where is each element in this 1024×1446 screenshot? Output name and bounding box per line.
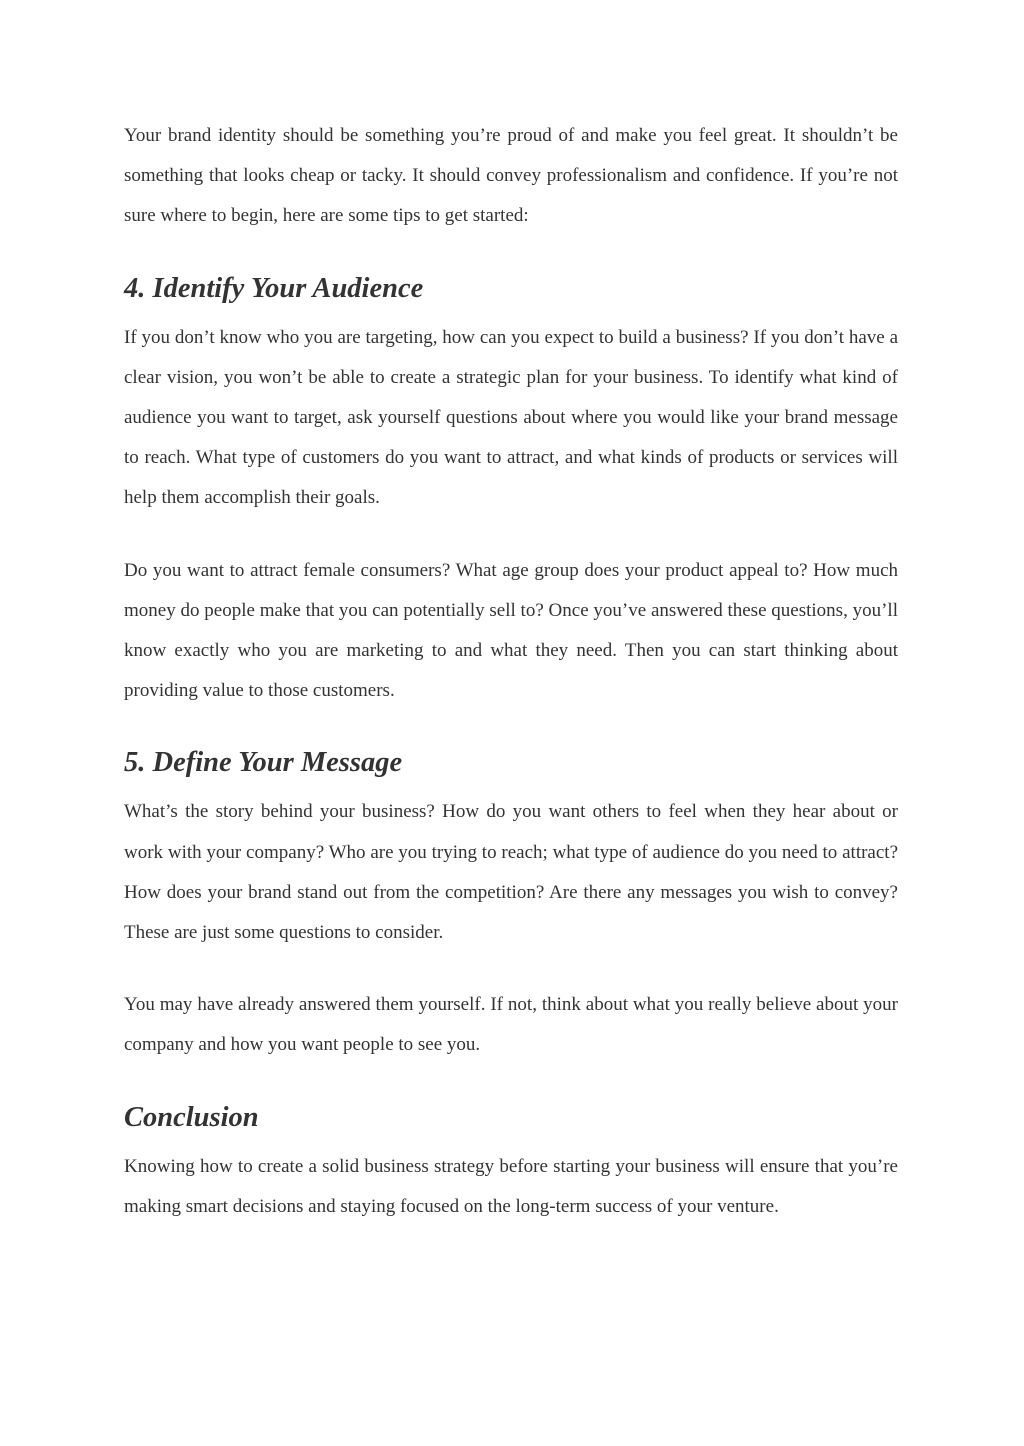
- spacer: [124, 519, 898, 551]
- section-heading-identify-audience: 4. Identify Your Audience: [124, 272, 424, 304]
- document-page: [124, 116, 898, 1227]
- spacer: [124, 711, 898, 743]
- intro-paragraph: Your brand identity should be something you’re proud of and make you feel great. It shouldn’t be something that looks cheap or tacky. It should convey professionalism and confidence. If you’re not sure where to begin, here are some tips to get started:: [124, 125, 898, 227]
- section-heading-define-message: 5. Define Your Message: [124, 747, 403, 779]
- audience-paragraph-2: Do you want to attract female consumers? What age group does your product appeal to? How much money do people make that you can potentially sell to? Once you’ve answered these questions, you’ll know exactly who you are marketing to and what they need. Then you can start thinking about providing value to those customers.: [124, 559, 898, 702]
- conclusion-paragraph: Knowing how to create a solid business strategy before starting your business will ensure that you’re making smart decisions and staying focused on the long-term success of your venture.: [124, 1155, 898, 1217]
- spacer: [124, 953, 898, 985]
- section-heading-conclusion: Conclusion: [124, 1101, 259, 1133]
- spacer: [124, 1066, 898, 1098]
- message-paragraph-2: You may have already answered them yourself. If not, think about what you really believe about your company and how you want people to see you.: [124, 994, 898, 1056]
- spacer: [124, 237, 898, 269]
- message-paragraph-1: What’s the story behind your business? How do you want others to feel when they hear about or work with your company? Who are you trying to reach; what type of audience do you need to attract? How does your brand stand out from the competition? Are there any messages you wish to convey? These are just some questions to consider.: [124, 801, 898, 944]
- audience-paragraph-1: If you don’t know who you are targeting, how can you expect to build a business? If you don’t have a clear vision, you won’t be able to create a strategic plan for your business. To identify what kind of audience you want to target, ask yourself questions about where you would like your brand message to reach. What type of customers do you want to attract, and what kinds of products or services will help them accomplish their goals.: [124, 326, 898, 509]
